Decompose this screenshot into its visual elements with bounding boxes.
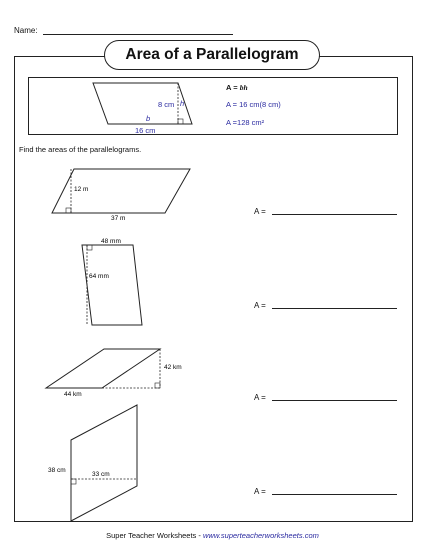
- answer-line-1[interactable]: [272, 214, 397, 215]
- answer-line-4[interactable]: [272, 494, 397, 495]
- problem-4-height-label: 33 cm: [92, 471, 110, 478]
- problem-3-height-label: 42 km: [164, 364, 182, 371]
- footer-brand: Super Teacher Worksheets -: [106, 531, 203, 540]
- formula-vars: bh: [239, 83, 248, 92]
- problem-4-parallelogram: [71, 405, 137, 521]
- problem-2-base-label: 48 mm: [101, 238, 121, 245]
- footer: [0, 531, 425, 540]
- problem-4-figure: [48, 405, 137, 521]
- footer-url-link[interactable]: www.superteacherworksheets.com: [202, 531, 319, 540]
- problem-3-right-angle-mark: [155, 383, 160, 388]
- problem-2-figure: [82, 238, 142, 325]
- example-height-label: 8 cm: [158, 100, 175, 109]
- answer-line-3[interactable]: [272, 400, 397, 401]
- problem-1-height-label: 12 m: [74, 186, 89, 193]
- problem-3-parallelogram: [46, 349, 160, 388]
- problem-3-figure: [46, 349, 182, 398]
- problem-1-right-angle-mark: [66, 208, 71, 213]
- problem-2-right-angle-mark: [87, 245, 92, 250]
- name-label: Name:: [14, 26, 38, 35]
- problem-1-base-label: 37 m: [111, 215, 126, 222]
- formula-label: A =: [226, 83, 240, 92]
- problem-1-parallelogram: [52, 169, 190, 213]
- problem-1-figure: [52, 169, 190, 222]
- answer-line-2[interactable]: [272, 308, 397, 309]
- example-base-label: 16 cm: [135, 126, 156, 135]
- example-base-var: b: [146, 114, 151, 123]
- problem-2-height-label: 64 mm: [89, 273, 109, 280]
- answer-label-3: A =: [254, 393, 266, 402]
- problem-2-parallelogram: [82, 245, 142, 325]
- problem-4-base-label: 38 cm: [48, 467, 66, 474]
- answer-label-2: A =: [254, 301, 266, 310]
- problem-4-right-angle-mark: [71, 479, 76, 484]
- answer-label-1: A =: [254, 207, 266, 216]
- formula-substitution: A = 16 cm(8 cm): [226, 100, 281, 109]
- page-title-text: Area of a Parallelogram: [125, 46, 299, 63]
- formula-result: A =128 cm²: [226, 118, 265, 127]
- problem-3-base-label: 44 km: [64, 391, 82, 398]
- example-height-var: h: [180, 99, 185, 108]
- answer-label-4: A =: [254, 487, 266, 496]
- instructions: Find the areas of the parallelograms.: [19, 145, 142, 154]
